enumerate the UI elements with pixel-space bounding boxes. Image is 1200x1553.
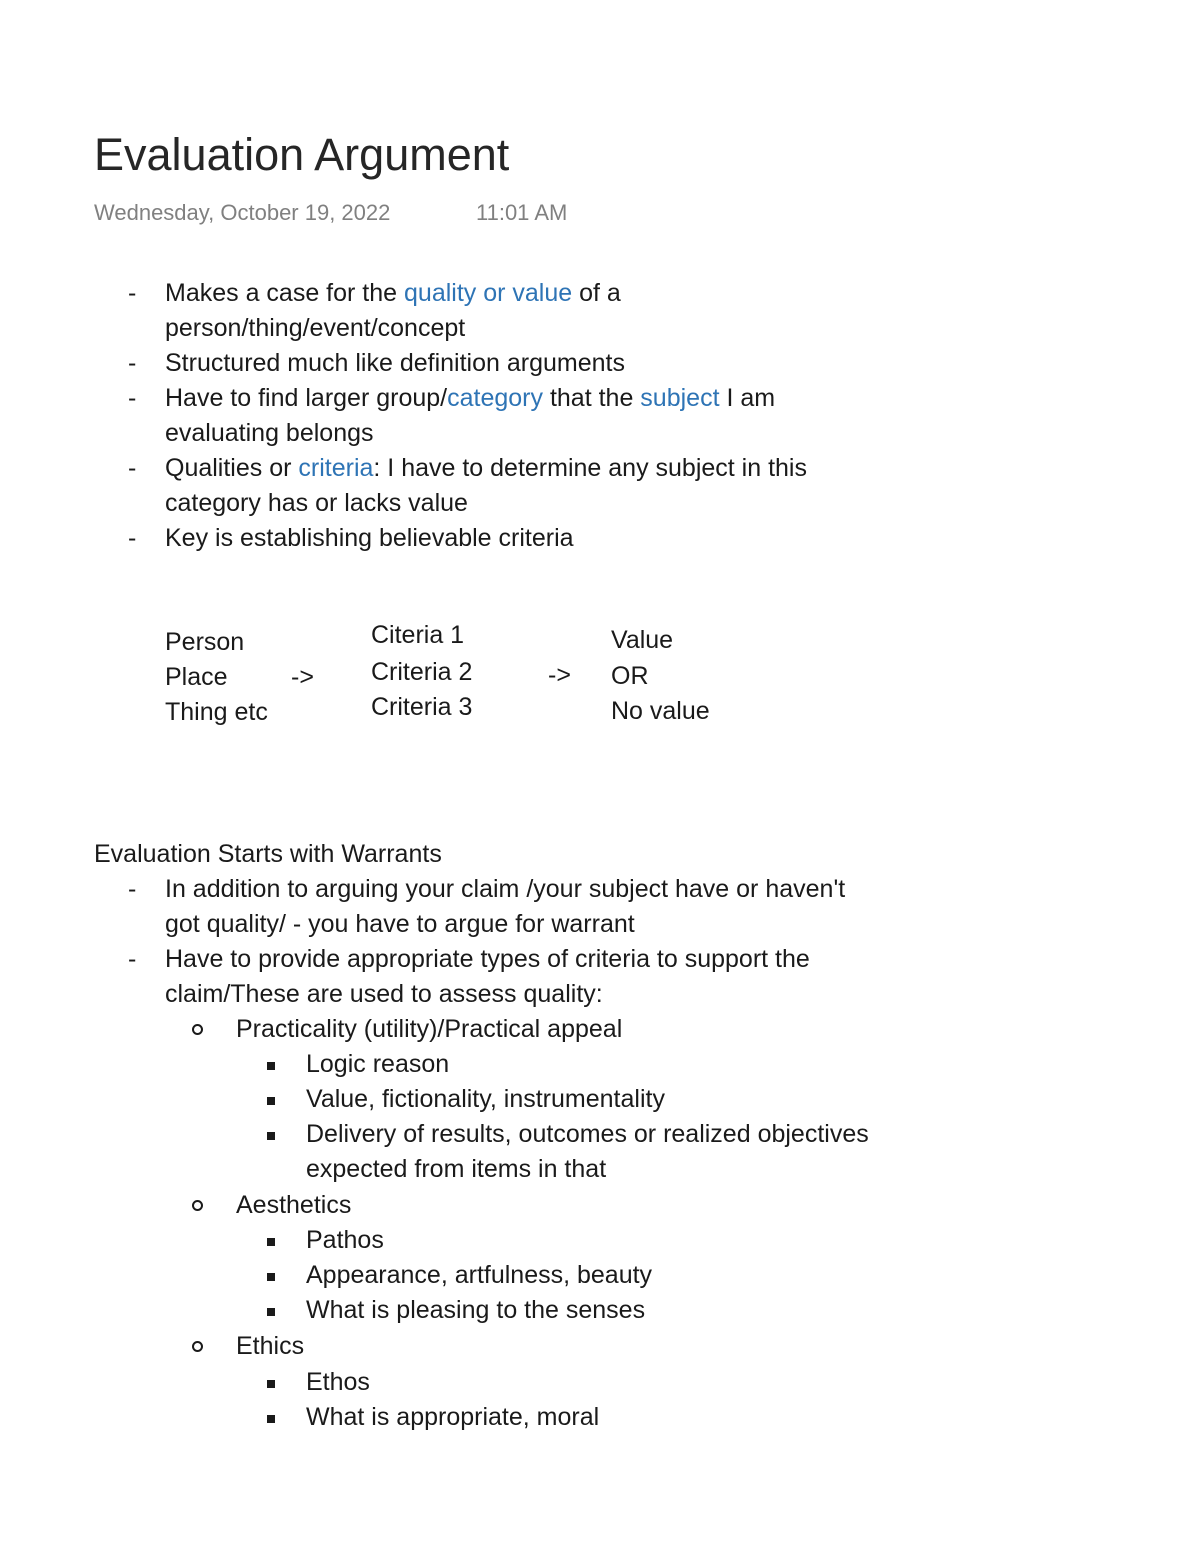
flow-col3-item: Value: [611, 626, 674, 654]
flow-col2-item: Criteria 3: [371, 693, 473, 721]
list-item: Have to provide appropriate types of criteria to support the: [165, 945, 810, 973]
square-bullet-icon: [267, 1308, 275, 1316]
text-run: I am: [719, 384, 776, 412]
highlight-text: quality or value: [404, 279, 573, 307]
dash-bullet: -: [128, 875, 137, 903]
sub-sub-list-item: Delivery of results, outcomes or realized objectives: [306, 1120, 869, 1148]
list-item-continuation: evaluating belongs: [165, 419, 374, 447]
sub-sub-list-item: What is appropriate, moral: [306, 1403, 600, 1431]
flow-col2-item: Citeria 1: [371, 621, 465, 649]
sub-sub-list-item-continuation: expected from items in that: [306, 1155, 607, 1183]
list-item: Key is establishing believable criteria: [165, 524, 574, 552]
circle-bullet-icon: [192, 1200, 203, 1211]
note-date: Wednesday, October 19, 2022: [94, 200, 391, 225]
sub-sub-list-item: Pathos: [306, 1226, 384, 1254]
highlight-text: criteria: [298, 454, 374, 482]
flow-col3-item: No value: [611, 697, 710, 725]
page-title: Evaluation Argument: [94, 129, 510, 180]
sub-sub-list-item: Appearance, artfulness, beauty: [306, 1261, 653, 1289]
list-item-continuation: person/thing/event/concept: [165, 314, 466, 342]
square-bullet-icon: [267, 1273, 275, 1281]
sub-sub-list-item: What is pleasing to the senses: [306, 1296, 646, 1324]
square-bullet-icon: [267, 1415, 275, 1423]
sub-list-item: Aesthetics: [236, 1191, 352, 1219]
dash-bullet: -: [128, 384, 137, 412]
circle-bullet-icon: [192, 1341, 203, 1352]
list-item: In addition to arguing your claim /your subject have or haven't: [165, 875, 846, 903]
square-bullet-icon: [267, 1062, 275, 1070]
sub-list-item: Ethics: [236, 1332, 305, 1360]
text-run: of a: [572, 279, 621, 307]
dash-bullet: -: [128, 454, 137, 482]
dash-bullet: -: [128, 524, 137, 552]
list-item: Structured much like definition arguments: [165, 349, 625, 377]
flow-col1-item: Person: [165, 628, 245, 656]
highlight-text: category: [447, 384, 543, 412]
text-run: Have to find larger group/: [165, 384, 448, 412]
list-item-continuation: got quality/ - you have to argue for warrant: [165, 910, 635, 938]
dash-bullet: -: [128, 945, 137, 973]
section-heading: Evaluation Starts with Warrants: [94, 840, 442, 868]
square-bullet-icon: [267, 1097, 275, 1105]
sub-sub-list-item: Ethos: [306, 1368, 370, 1396]
flow-arrow: ->: [548, 661, 571, 689]
list-item: [165, 276, 621, 311]
circle-bullet-icon: [192, 1024, 203, 1035]
flow-arrow: ->: [291, 663, 314, 691]
text-run: that the: [543, 384, 641, 412]
text-run: Qualities or: [165, 454, 299, 482]
sub-sub-list-item: Logic reason: [306, 1050, 450, 1078]
flow-col3-item: OR: [611, 662, 649, 690]
list-item-continuation: category has or lacks value: [165, 489, 468, 517]
square-bullet-icon: [267, 1238, 275, 1246]
flow-col2-item: Criteria 2: [371, 658, 473, 686]
list-item: [165, 451, 807, 486]
square-bullet-icon: [267, 1380, 275, 1388]
sub-list-item: Practicality (utility)/Practical appeal: [236, 1015, 623, 1043]
list-item: [165, 381, 775, 416]
highlight-text: subject: [640, 384, 720, 412]
dash-bullet: -: [128, 279, 137, 307]
flow-col1-item: Thing etc: [165, 698, 268, 726]
sub-sub-list-item: Value, fictionality, instrumentality: [306, 1085, 665, 1113]
note-time: 11:01 AM: [476, 200, 568, 225]
text-run: : I have to determine any subject in this: [373, 454, 807, 482]
text-run: Makes a case for the: [165, 279, 405, 307]
square-bullet-icon: [267, 1132, 275, 1140]
dash-bullet: -: [128, 349, 137, 377]
flow-col1-item: Place: [165, 663, 228, 691]
list-item-continuation: claim/These are used to assess quality:: [165, 980, 603, 1008]
